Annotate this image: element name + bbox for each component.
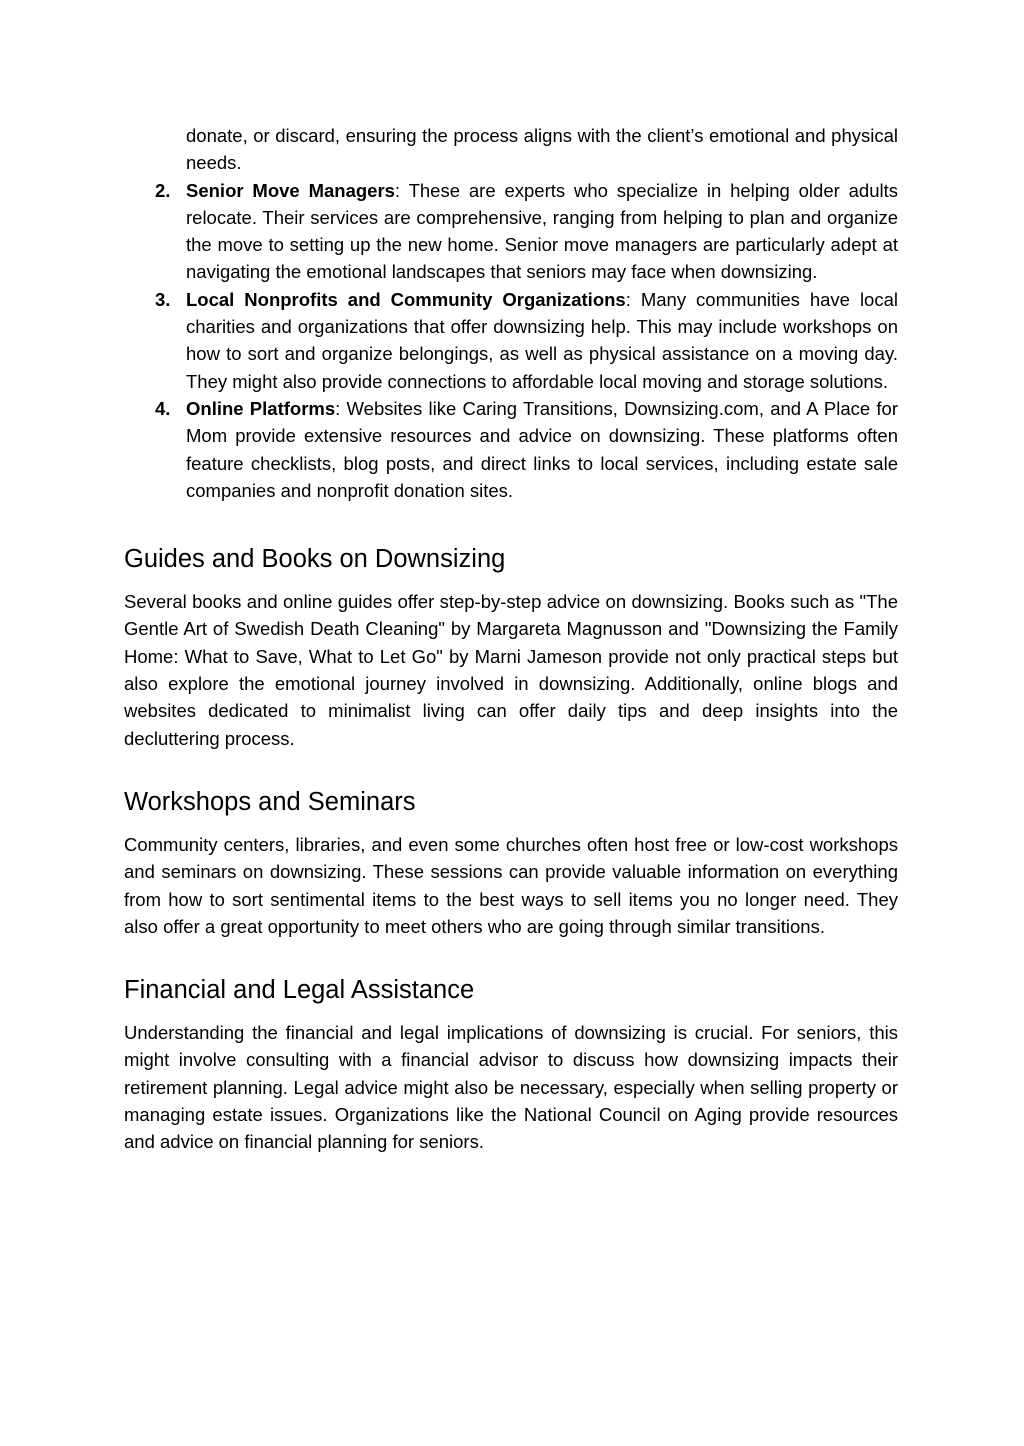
section-heading-guides-and-books: Guides and Books on Downsizing <box>124 545 506 574</box>
list-item-local-nonprofits <box>124 286 898 395</box>
list-item-number: 3. <box>155 288 171 310</box>
list-item-term: Local Nonprofits and Community Organizations <box>186 288 626 310</box>
section-heading-workshops-and-seminars: Workshops and Seminars <box>124 787 416 816</box>
section-body-financial-and-legal: Understanding the financial and legal implications of downsizing is crucial. For seniors, this might involve consulting with a financial advisor to discuss how downsizing impacts their retirement planning. Legal advice might also be necessary, especially when selling property or managing estate issues. Organizations like the National Council on Aging provide resources and advice on financial planning for seniors. <box>124 1022 898 1153</box>
list-item-term: Senior Move Managers <box>186 179 395 201</box>
section-body-guides-and-books: Several books and online guides offer step-by-step advice on downsizing. Books such as "The Gentle Art of Swedish Death Cleaning" by Margareta Magnusson and "Downsizing the Family Home: What to Save, What to Let Go" by Marni Jameson provide not only practical steps but also explore the emotional journey involved in downsizing. Additionally, online blogs and websites dedicated to minimalist living can offer daily tips and deep insights into the decluttering process. <box>124 591 898 749</box>
list-item-senior-move-managers <box>124 177 898 286</box>
list-item-continuation-text: donate, or discard, ensuring the process aligns with the client’s emotional and physical needs. <box>186 125 898 174</box>
list-item-number: 2. <box>155 179 171 201</box>
list-item-online-platforms <box>124 395 898 504</box>
list-item-text: : Many communities have local charities and organizations that offer downsizing help. This may include workshops on how to sort and organize belongings, as well as physical assistance on a moving day. They might also provide connections to affordable local moving and storage solutions. <box>186 288 898 392</box>
list-item-continuation <box>124 122 898 177</box>
list-item-text: : These are experts who specialize in helping older adults relocate. Their services are comprehensive, ranging from helping to plan and organize the move to setting up the new home. Senior move managers are particularly adept at navigating the emotional landscapes that seniors may face when downsizing. <box>186 179 898 283</box>
resource-list <box>124 122 898 504</box>
section-body-workshops-and-seminars: Community centers, libraries, and even some churches often host free or low-cost workshops and seminars on downsizing. These sessions can provide valuable information on everything from how to sort sentimental items to the best ways to sell items you no longer need. They also offer a great opportunity to meet others who are going through similar transitions. <box>124 833 898 937</box>
list-item-number: 4. <box>155 397 171 419</box>
section-heading-financial-and-legal: Financial and Legal Assistance <box>124 976 475 1005</box>
document-page <box>124 122 898 1156</box>
list-item-text: : Websites like Caring Transitions, Downsizing.com, and A Place for Mom provide extensive resources and advice on downsizing. These platforms often feature checklists, blog posts, and direct links to local services, including estate sale companies and nonprofit donation sites. <box>186 397 898 501</box>
list-item-term: Online Platforms <box>186 397 336 419</box>
